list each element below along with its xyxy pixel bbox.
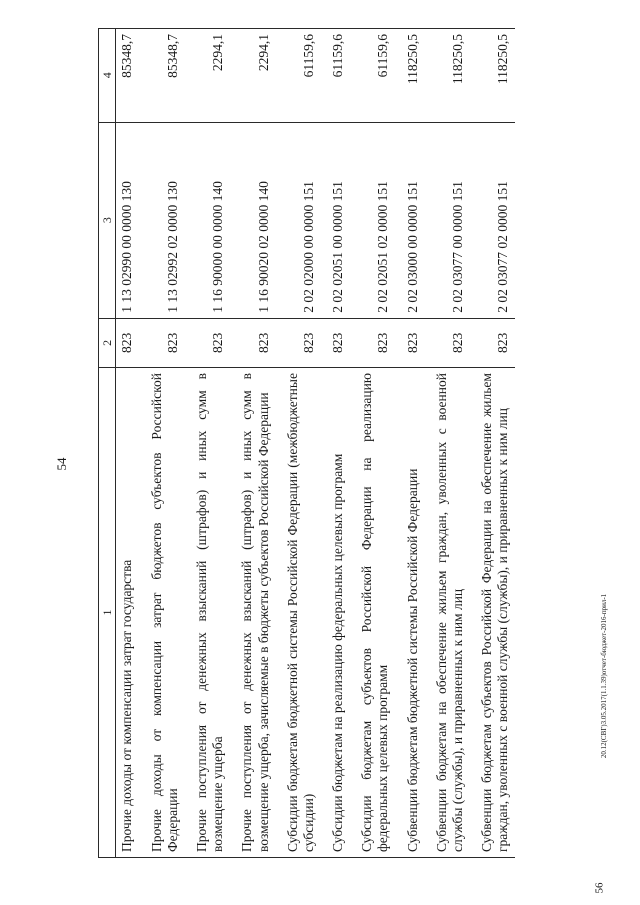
row-name: Прочие поступления от денежных взысканий (штрафов) и иных сумм в возмещение ущерба	[184, 368, 229, 858]
table-row	[139, 29, 184, 858]
row-sum: 2294,1	[184, 29, 229, 123]
row-admin-code: 823	[349, 318, 394, 367]
row-budget-code: 1 16 90000 00 0000 140	[184, 122, 229, 318]
table-row	[229, 29, 274, 858]
table-header-row	[99, 29, 116, 858]
row-name: Субсидии бюджетам бюджетной системы Российской Федерации (межбюджетные субсидии)	[275, 368, 320, 858]
row-name: Прочие доходы от компенсации затрат государства	[116, 368, 139, 858]
table-row	[275, 29, 320, 858]
row-sum: 118250,5	[424, 29, 469, 123]
row-admin-code: 823	[229, 318, 274, 367]
row-sum: 2294,1	[229, 29, 274, 123]
row-admin-code: 823	[469, 318, 514, 367]
row-sum: 85348,7	[139, 29, 184, 123]
row-admin-code: 823	[275, 318, 320, 367]
row-admin-code: 823	[320, 318, 349, 367]
footer-file-path: 20.12(СВГ)3.05.2017(1.1.39)отчет-бюджет-2016-прил-1	[600, 593, 608, 759]
header-col-1: 1	[99, 368, 116, 858]
row-admin-code: 823	[116, 318, 139, 367]
rotated-table-container	[98, 28, 593, 858]
table-row	[469, 29, 514, 858]
row-admin-code: 823	[395, 318, 424, 367]
row-name: Субсидии бюджетам субъектов Российской Федерации на реализацию федеральных целевых программ	[349, 368, 394, 858]
row-admin-code: 823	[424, 318, 469, 367]
row-budget-code: 2 02 03077 02 0000 151	[469, 122, 514, 318]
row-budget-code: 2 02 03077 00 0000 151	[424, 122, 469, 318]
row-budget-code: 2 02 02051 00 0000 151	[320, 122, 349, 318]
table-row	[116, 29, 139, 858]
header-col-3: 3	[99, 122, 116, 318]
header-col-4: 4	[99, 29, 116, 123]
row-name: Субвенции бюджетам бюджетной системы Российской Федерации	[395, 368, 424, 858]
row-name: Субвенции бюджетам субъектов Российской Федерации на обеспечение жильем граждан, уволенных с военной службы (службы), и приравненных к ним лиц	[469, 368, 514, 858]
table-row	[184, 29, 229, 858]
table-row	[395, 29, 424, 858]
row-budget-code: 1 13 02992 02 0000 130	[139, 122, 184, 318]
row-sum: 85348,7	[116, 29, 139, 123]
page-number: 54	[54, 457, 69, 471]
row-name: Прочие доходы от компенсации затрат бюджетов субъектов Российской Федерации	[139, 368, 184, 858]
table-row	[424, 29, 469, 858]
bottom-page-number: 56	[593, 882, 606, 894]
row-admin-code: 823	[139, 318, 184, 367]
row-sum: 61159,6	[275, 29, 320, 123]
row-budget-code: 2 02 02000 00 0000 151	[275, 122, 320, 318]
header-col-2: 2	[99, 318, 116, 367]
budget-table	[98, 28, 515, 858]
row-budget-code: 1 16 90020 02 0000 140	[229, 122, 274, 318]
row-sum: 61159,6	[320, 29, 349, 123]
row-name: Субсидии бюджетам на реализацию федеральных целевых программ	[320, 368, 349, 858]
row-sum: 118250,5	[395, 29, 424, 123]
table-row	[349, 29, 394, 858]
row-budget-code: 2 02 03000 00 0000 151	[395, 122, 424, 318]
row-sum: 118250,5	[469, 29, 514, 123]
row-name: Прочие поступления от денежных взысканий (штрафов) и иных сумм в возмещение ущерба, зачисляемые в бюджеты субъектов Российской Федерации	[229, 368, 274, 858]
row-budget-code: 2 02 02051 02 0000 151	[349, 122, 394, 318]
row-sum: 61159,6	[349, 29, 394, 123]
row-budget-code: 1 13 02990 00 0000 130	[116, 122, 139, 318]
row-name: Субвенции бюджетам на обеспечение жильем граждан, уволенных с военной службы (службы), и приравненных к ним лиц	[424, 368, 469, 858]
row-admin-code: 823	[184, 318, 229, 367]
table-row	[320, 29, 349, 858]
